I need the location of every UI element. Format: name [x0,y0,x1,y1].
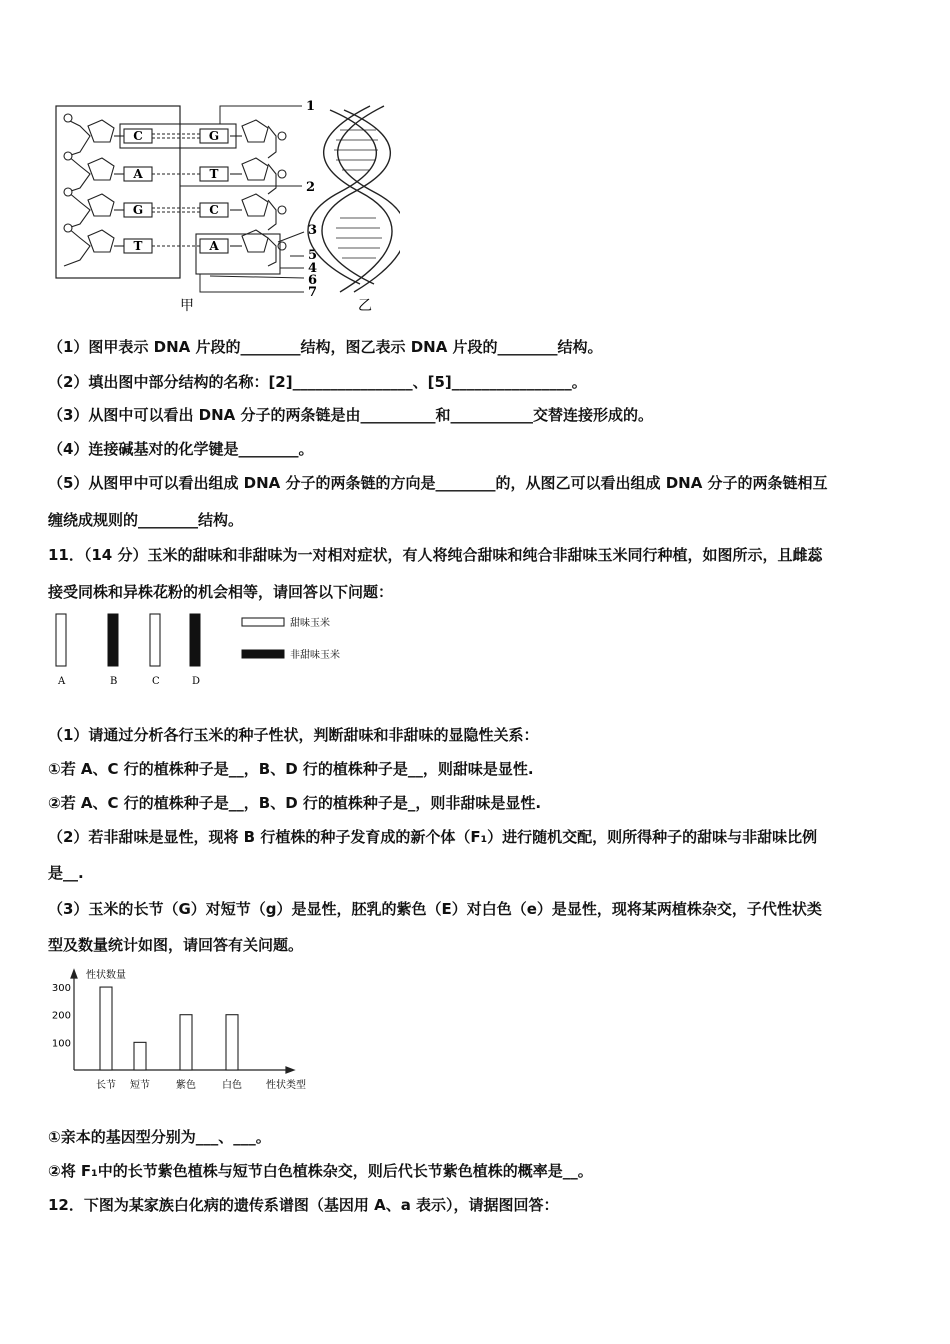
base-right-1: G [208,129,220,143]
x-axis-label: 性状类型 [266,1080,306,1091]
bar-0 [100,987,112,1070]
q11-intro-line2: 接受同株和异株花粉的机会相等，请回答以下问题： [48,583,394,601]
category-label: 短节 [130,1080,150,1091]
q11-part3-line1: （3）玉米的长节（G）对短节（g）是显性，胚乳的紫色（E）对白色（e）是显性，现将某两植株杂交，子代性状类 [48,900,822,918]
y-tick-label: 100 [51,1038,71,1050]
bar-2 [180,1015,192,1070]
row-label-c: C [152,676,160,687]
bar-1 [134,1042,146,1070]
q10-part5-line1: （5）从图甲中可以看出组成 DNA 分子的两条链的方向是________的，从图乙可以看出组成 DNA 分子的两条链相互 [48,474,828,492]
q11-part3-question2: ②将 F₁中的长节紫色植株与短节白色植株杂交，则后代长节紫色植株的概率是__。 [48,1162,593,1180]
q11-part3-question1: ①亲本的基因型分别为___、___。 [48,1128,271,1146]
q11-part2-line1: （2）若非甜味是显性，现将 B 行植株的种子发育成的新个体（F₁）进行随机交配，则所得种子的甜味与非甜味比例 [48,828,818,846]
q10-part5-line2: 缠绕成规则的________结构。 [48,511,244,529]
q11-intro-line1: 11．（14 分）玉米的甜味和非甜味为一对相对症状，有人将纯合甜味和纯合非甜味玉米同行种植，如图所示，且雌蕊 [48,546,823,564]
dna-structure-figure [40,96,400,316]
label-3: 3 [308,223,318,238]
q11-part1-case1: ①若 A、C 行的植株种子是__，B、D 行的植株种子是__，则甜味是显性. [48,760,534,778]
q10-part1: （1）图甲表示 DNA 片段的________结构，图乙表示 DNA 片段的________结构。 [48,338,603,356]
base-right-3: C [209,203,219,217]
y-axis-label: 性状数量 [86,970,126,981]
q11-part3-line2: 型及数量统计如图，请回答有关问题。 [48,936,304,954]
q10-part3: （3）从图中可以看出 DNA 分子的两条链是由__________和___________交替连接形成的。 [48,406,653,424]
label-6: 6 [308,273,318,288]
row-label-a: A [58,676,66,687]
base-left-3: G [132,203,144,217]
row-label-b: B [110,676,118,687]
q11-part1-case2: ②若 A、C 行的植株种子是__，B、D 行的植株种子是_，则非甜味是显性. [48,794,542,812]
label-5: 5 [308,248,318,263]
base-right-2: T [209,167,219,181]
q12-intro: 12．下图为某家族白化病的遗传系谱图（基因用 A、a 表示），请据图回答： [48,1196,559,1214]
caption-jia: 甲 [180,298,194,314]
y-tick-label: 300 [51,983,71,995]
category-label: 白色 [222,1080,242,1091]
legend-nonsweet: 非甜味玉米 [290,650,340,661]
trait-bar-chart [50,966,340,1096]
base-left-2: A [133,167,143,181]
q10-part4: （4）连接碱基对的化学键是________。 [48,440,314,458]
base-left-4: T [133,239,143,253]
legend-sweet: 甜味玉米 [290,618,330,629]
corn-rows-figure [50,608,370,692]
caption-yi: 乙 [358,298,372,314]
q11-part2-line2: 是__. [48,864,84,882]
label-1: 1 [306,99,316,114]
category-label: 长节 [96,1080,116,1091]
y-tick-label: 200 [51,1010,71,1022]
base-right-4: A [209,239,219,253]
q10-part2: （2）填出图中部分结构的名称：[2]________________、[5]________________。 [48,373,587,391]
label-4: 4 [308,261,318,276]
category-label: 紫色 [176,1080,196,1091]
base-left-1: C [133,129,143,143]
q11-part1: （1）请通过分析各行玉米的种子性状，判断甜味和非甜味的显隐性关系： [48,726,539,744]
label-2: 2 [306,180,316,195]
label-7: 7 [308,285,318,300]
bar-3 [226,1015,238,1070]
row-label-d: D [192,676,201,687]
